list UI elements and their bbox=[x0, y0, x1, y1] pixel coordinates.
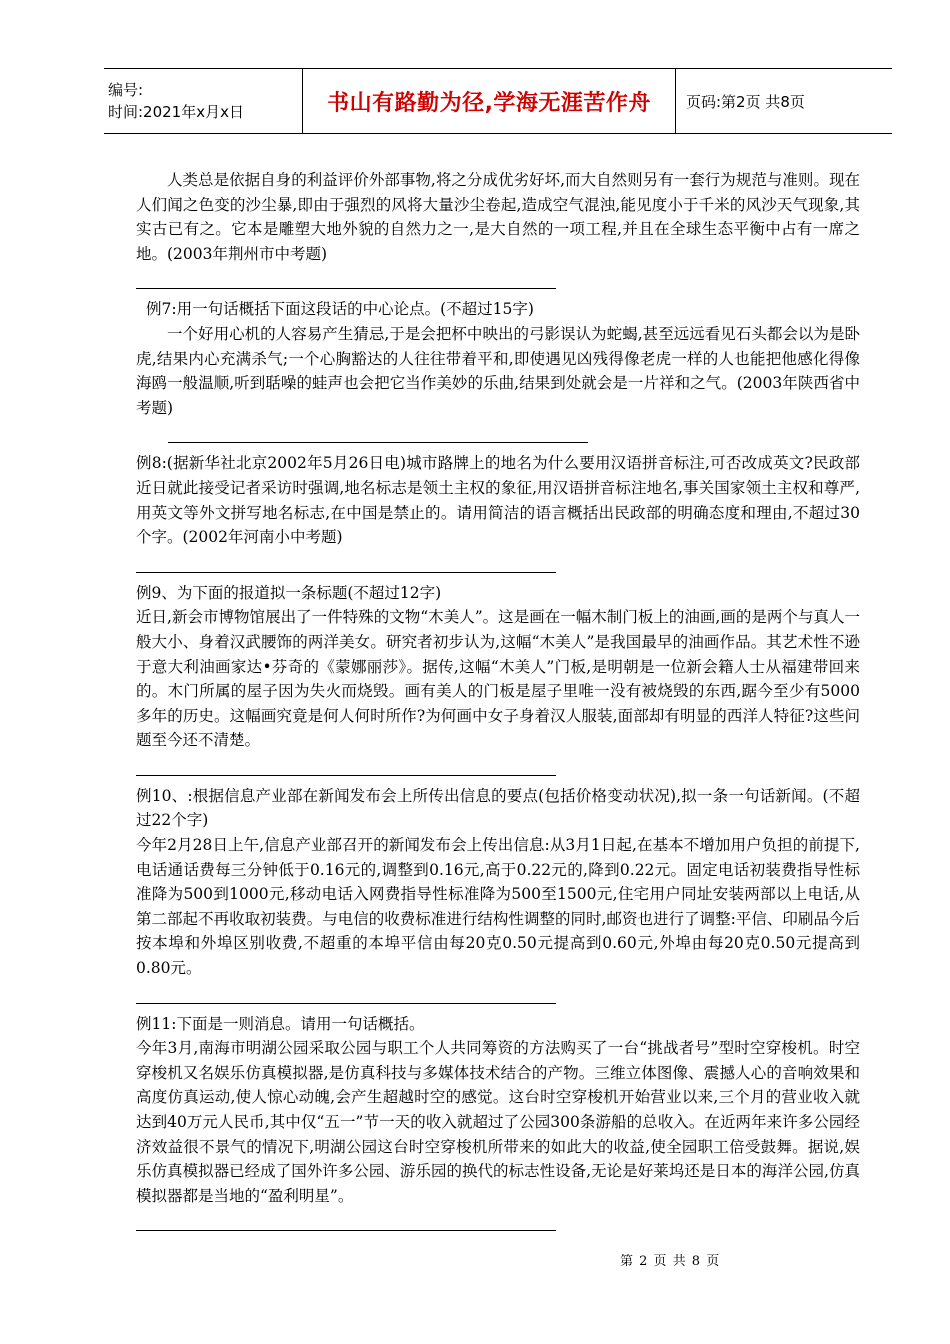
document-body bbox=[136, 168, 860, 1231]
example-9-title: 例9、为下面的报道拟一条标题(不超过12字) bbox=[136, 583, 442, 602]
answer-line bbox=[136, 1230, 556, 1231]
example-10-title: 例10、:根据信息产业部在新闻发布会上所传出信息的要点(包括价格变动状况),拟一条一句话新闻。(不超过22个字) bbox=[136, 786, 860, 830]
example-8: 例8:(据新华社北京2002年5月26日电)城市路牌上的地名为什么要用汉语拼音标注,可否改成英文?民政部近日就此接受记者采访时强调,地名标志是领土主权的象征,用汉语拼音标注地名,事关国家领土主权和尊严,用英文等外文拼写地名标志,在中国是禁止的。请用简洁的语言概括出民政部的明确态度和理由,不超过30个字。(2002年河南小中考题) bbox=[136, 454, 860, 547]
header-motto-cell bbox=[303, 69, 676, 133]
header-left-cell bbox=[104, 69, 303, 133]
example-11-body: 今年3月,南海市明湖公园采取公园与职工个人共同筹资的方法购买了一台“挑战者号”型时空穿梭机。时空穿梭机又名娱乐仿真模拟器,是仿真科技与多媒体技术结合的产物。三维立体图像、震撼人心的音响效果和高度仿真运动,使人惊心动魄,会产生超越时空的感觉。这台时空穿梭机开始营业以来,三个月的营业收入就达到40万元人民币,其中仅“五一”节一天的收入就超过了公园300条游船的总收入。在近两年来许多公园经济效益很不景气的情况下,明湖公园这台时空穿梭机所带来的如此大的收益,使全园职工倍受鼓舞。据说,娱乐仿真模拟器已经成了国外许多公园、游乐园的换代的标志性设备,无论是好莱坞还是日本的海洋公园,仿真模拟器都是当地的“盈利明星”。 bbox=[136, 1039, 860, 1205]
example-7-title: 例7:用一句话概括下面这段话的中心论点。(不超过15字) bbox=[146, 300, 534, 319]
example-7-body: 一个好用心机的人容易产生猜忌,于是会把杯中映出的弓影误认为蛇蝎,甚至远远看见石头都会以为是卧虎,结果内心充满杀气;一个心胸豁达的人往往带着平和,即使遇见凶残得像老虎一样的人也能把他感化得像海鸥一般温顺,听到聒噪的蛙声也会把它当作美妙的乐曲,结果到处就会是一片祥和之气。(2003年陕西省中考题) bbox=[136, 324, 860, 417]
page-footer: 第 2 页 共 8 页 bbox=[620, 1254, 721, 1269]
header-motto: 书山有路勤为径,学海无涯苦作舟 bbox=[327, 90, 651, 116]
example-9-body: 近日,新会市博物馆展出了一件特殊的文物“木美人”。这是画在一幅木制门板上的油画,画的是两个与真人一般大小、身着汉武腰饰的两洋美女。研究者初步认为,这幅“木美人”是我国最早的油画作品。其艺术性不逊于意大利油画家达•芬奇的《蒙娜丽莎》。据传,这幅“木美人”门板,是明朝是一位新会籍人士从福建带回来的。木门所属的屋子因为失火而烧毁。画有美人的门板是屋子里唯一没有被烧毁的东西,踞今至少有5000多年的历史。这幅画究竟是何人何时所作?为何画中女子身着汉人服装,面部却有明显的西洋人特征?这些问题至今还不清楚。 bbox=[136, 608, 860, 750]
header-page-cell bbox=[676, 69, 892, 133]
paragraph-sandstorm: 人类总是依据自身的利益评价外部事物,将之分成优劣好坏,而大自然则另有一套行为规范与准则。现在人们闻之色变的沙尘暴,即由于强烈的风将大量沙尘卷起,造成空气混浊,能见度小于千米的风沙天气现象,其实古已有之。它本是雕塑大地外貌的自然力之一,是大自然的一项工程,并且在全球生态平衡中占有一席之地。(2003年荆州市中考题) bbox=[136, 171, 860, 263]
document-date-label: 时间:2021年x月x日 bbox=[108, 103, 244, 121]
header-page-number: 页码:第2页 共8页 bbox=[686, 92, 805, 111]
document-number-label: 编号: bbox=[108, 81, 144, 99]
page-header bbox=[104, 68, 892, 134]
example-10-body: 今年2月28日上午,信息产业部召开的新闻发布会上传出信息:从3月1日起,在基本不增加用户负担的前提下,电话通话费每三分钟低于0.16元的,调整到0.16元,高于0.22元的,降到0.22元。固定电话初装费指导性标准降为500到1000元,移动电话入网费指导性标准降为500至1500元,住宅用户同址安装两部以上电话,从第二部起不再收取初装费。与电信的收费标准进行结构性调整的同时,邮资也进行了调整:平信、印刷品今后按本埠和外埠区别收费,不超重的本埠平信由每20克0.50元提高到0.60元,外埠由每20克0.50元提高到0.80元。 bbox=[136, 836, 860, 978]
example-11-title: 例11:下面是一则消息。请用一句话概括。 bbox=[136, 1014, 425, 1033]
